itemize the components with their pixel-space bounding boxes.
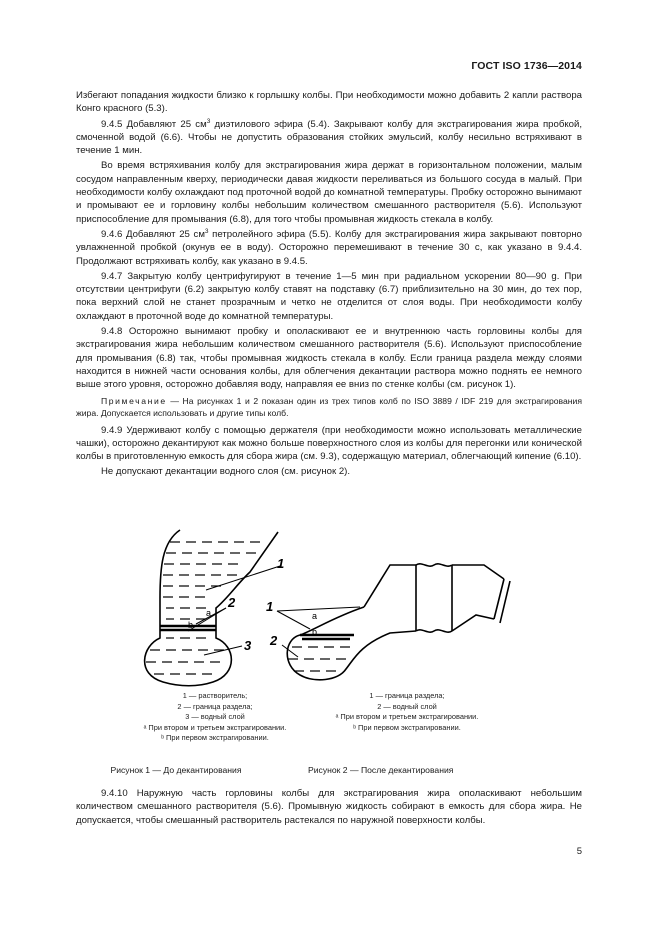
paragraph-9-4-8: 9.4.8 Осторожно вынимают пробку и ополаскивают ее и внутреннюю часть горловины колбы для экстрагирования жира небольшим количеством смешанного растворителя (5.6). Используют приспособление для промывания (6.8) так, чтобы промывная жидкость стекала в колбу. Если граница раздела между слоями находится в нижней части основания колбы, для облегчения декантации раствора можно поднять ее немного выше этого уровня, осторожно добавляя воду, направляя ее вниз по стенке колбы (см. рисунок 1). — [76, 326, 582, 391]
figure-2-flask — [264, 561, 524, 686]
paragraph-9-4-7: 9.4.7 Закрытую колбу центрифугируют в течение 1—5 мин при радиальном ускорении 80—90 g. При отсутствии центрифуги (6.2) закрытую колбу ставят на подставку (6.7) приблизительно на 30 мин, до тех пор, пока верхний слой не станет прозрачным и четко не отделится от слоя воды. При необходимости колбу охлаждают в проточной воде до комнатной температуры. — [76, 270, 582, 322]
legend-note: ᵇ При первом экстрагировании. — [353, 722, 461, 732]
label-b: b — [188, 620, 194, 630]
paragraph-9-4-10: 9.4.10 Наружную часть горловины колбы для экстрагирования жира ополаскивают небольшим количеством смешанного растворителя (5.6). Промывную жидкость собирают в емкость для сбора жира. Не допускается, чтобы смешанный растворитель растекался по наружной поверхности колбы. — [76, 788, 582, 826]
label-1: 1 — [277, 556, 285, 571]
label-3: 3 — [244, 638, 252, 653]
label-2: 2 — [228, 595, 236, 610]
label-1: 1 — [266, 599, 274, 614]
label-a: a — [206, 608, 212, 618]
legend-item: 2 — водный слой — [377, 701, 437, 711]
paragraph: Не допускают декантации водного слоя (см. рисунок 2). — [101, 466, 351, 478]
figure-1-legend — [120, 691, 310, 744]
figure-1-caption: Рисунок 1 — До декантирования — [110, 765, 242, 775]
legend-note: ᵇ При первом экстрагировании. — [161, 733, 269, 743]
legend-item: 2 — граница раздела; — [177, 701, 253, 711]
paragraph-9-4-5: 9.4.5 Добавляют 25 $см^3$ диэтилового эфира (5.4). Закрывают колбу для экстрагирования жира пробкой, смоченной водой (6.6). Чтобы не допустить образования стойких эмульсий, колбу несильно встряхивают в течение 1 мин. — [76, 117, 583, 157]
document-header: ГОСТ ISO 1736—2014 — [471, 60, 582, 72]
label-b: b — [312, 627, 318, 637]
body-text-end — [76, 787, 582, 827]
paragraph-9-4-6: 9.4.6 Добавляют 25 $см^3$ петролейного эфира (5.5). Колбу для экстрагирования жира закрывают повторно увлажненной пробкой (окунув ее в воду). Осторожно перемешивают в течение 30 с, как указано в 9.4.4. Продолжают встряхивать колбу, как указано в 9.4.5. — [76, 227, 582, 267]
figures — [76, 525, 582, 785]
label-a: a — [312, 611, 318, 621]
legend-item: 3 — водный слой — [185, 712, 245, 722]
legend-item: 1 — растворитель; — [182, 691, 248, 700]
legend-note: ᵃ При втором и третьем экстрагировании. — [143, 722, 287, 732]
figure-2-legend — [302, 691, 512, 733]
paragraph-9-4-9: 9.4.9 Удерживают колбу с помощью держателя (при необходимости можно использовать металлические чашки), осторожно декантируют как можно больше поверхностного слоя из колбы для перегонки или конической колбы в приготовленную емкость для сбора жира (см. 9.3), содержащую материал, облегчающий кипение (6.10). — [76, 424, 582, 463]
page-number: 5 — [576, 846, 582, 857]
label-2: 2 — [270, 633, 278, 648]
note: Примечание — На рисунках 1 и 2 показан один из трех типов колб по ISO 3889 / IDF 219 для экстрагирования жира. Допускается использовать и другие типы колб. — [76, 395, 582, 418]
figure-2-caption: Рисунок 2 — После декантирования — [308, 765, 454, 775]
legend-item: 1 — граница раздела; — [369, 691, 445, 700]
paragraph: Во время встряхивания колбу для экстрагирования жира держат в горизонтальном положении, малым сосудом направленным кверху, периодически давая жидкости переливаться из большого сосуда в малый. При необходимости колбу охлаждают под проточной водой до комнатной температуры. Пробку осторожно вынимают и промывают ее и горловину колбы небольшим количеством смешанного растворителя (5.6). Используют приспособление для промывания (6.8), для того чтобы промывная жидкость стекала в колбу. — [76, 160, 582, 225]
paragraph: Избегают попадания жидкости близко к горлышку колбы. При необходимости можно добавить 2 капли раствора Конго красного (5.3). — [76, 90, 582, 115]
body-text — [76, 89, 582, 481]
legend-note: ᵃ При втором и третьем экстрагировании. — [335, 712, 479, 722]
